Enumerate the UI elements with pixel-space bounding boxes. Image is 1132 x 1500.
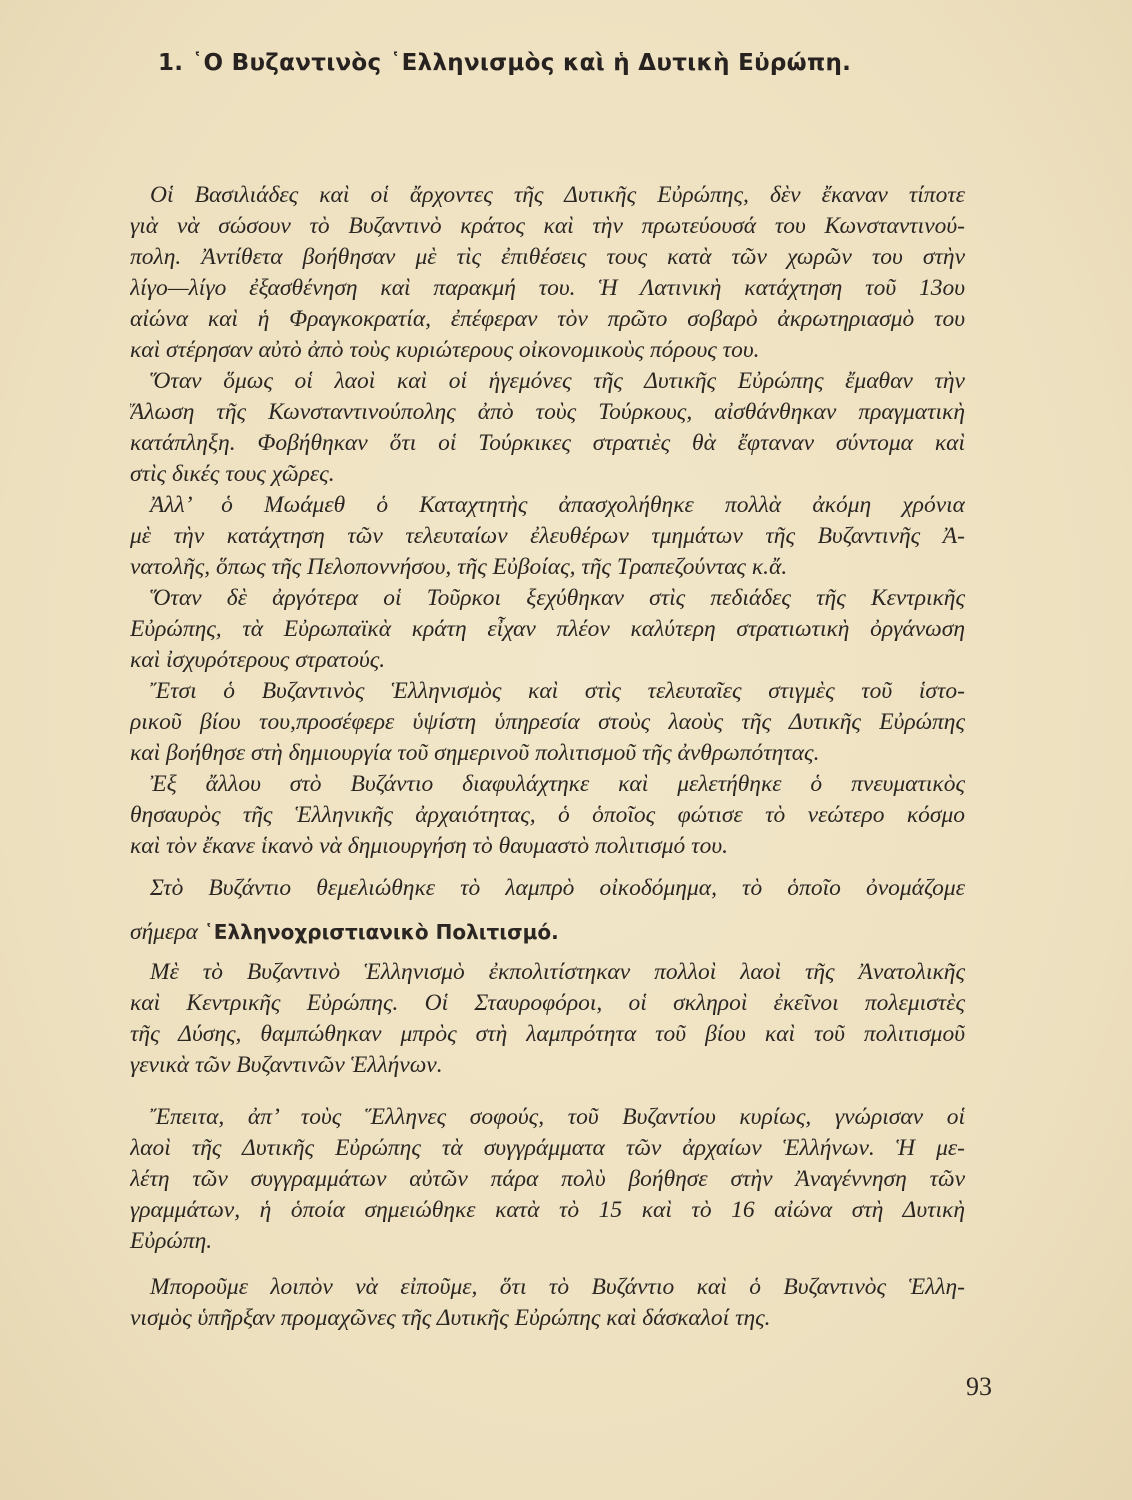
- line-text: Ἐξ ἄλλου στὸ Βυζάντιο διαφυλάχτηκε καὶ μελετήθηκε ὁ πνευματικὸς: [150, 771, 965, 797]
- paragraph: [130, 676, 965, 769]
- line-text: καὶ τὸν ἔκανε ἱκανὸ νὰ δημιουργήση τὸ θαυμαστὸ πολιτισμό του.: [130, 833, 728, 859]
- line-text: στὶς δικές τους χῶρες.: [130, 461, 335, 487]
- line-text: Ἅλωση τῆς Κωνσταντινούπολης ἀπὸ τοὺς Τούρκους, αἰσθάνθηκαν πραγματικὴ: [130, 399, 965, 425]
- text-line: [130, 769, 965, 800]
- text-line: [130, 1050, 965, 1081]
- line-text: καὶ στέρησαν αὐτὸ ἀπὸ τοὺς κυριώτερους οἰκονομικοὺς πόρους του.: [130, 337, 760, 363]
- text-line: [130, 614, 965, 645]
- paragraph: [130, 583, 965, 676]
- text-line: [130, 583, 965, 614]
- text-line: [130, 1195, 965, 1226]
- line-text: Μποροῦμε λοιπὸν νὰ εἰποῦμε, ὅτι τὸ Βυζάντιο καὶ ὁ Βυζαντινὸς Ἑλλη-: [150, 1274, 965, 1300]
- line-text: καὶ ἰσχυρότερους στρατούς.: [130, 647, 386, 673]
- text-line: [130, 1226, 965, 1257]
- text-line: [130, 180, 965, 211]
- text-line: [130, 1102, 965, 1133]
- text-line: [130, 1164, 965, 1195]
- paragraph: [130, 490, 965, 583]
- text-line: [130, 676, 965, 707]
- text-line: [130, 1133, 965, 1164]
- text-line: [130, 459, 965, 490]
- paragraph: [130, 1102, 965, 1257]
- line-text: θησαυρὸς τῆς Ἑλληνικῆς ἀρχαιότητας, ὁ ὁποῖος φώτισε τὸ νεώτερο κόσμο: [130, 802, 965, 828]
- text-line: [130, 335, 965, 366]
- line-text: λαοὶ τῆς Δυτικῆς Εὐρώπης τὰ συγγράμματα τῶν ἀρχαίων Ἑλλήνων. Ἡ με-: [130, 1135, 965, 1161]
- text-line: [130, 1019, 965, 1050]
- line-text: αἰώνα καὶ ἡ Φραγκοκρατία, ἐπέφεραν τὸν πρῶτο σοβαρὸ ἀκρωτηριασμὸ του: [130, 306, 965, 332]
- line-text: πολη. Ἀντίθετα βοήθησαν μὲ τὶς ἐπιθέσεις τους κατὰ τῶν χωρῶν του στὴν: [130, 244, 965, 270]
- line-text: Ὅταν ὅμως οἱ λαοὶ καὶ οἱ ἡγεμόνες τῆς Δυτικῆς Εὐρώπης ἔμαθαν τὴν: [150, 368, 965, 394]
- line-text: Στὸ Βυζάντιο θεμελιώθηκε τὸ λαμπρὸ οἰκοδόμημα, τὸ ὁποῖο ὀνομάζομε: [150, 875, 965, 901]
- text-line: [130, 873, 965, 904]
- line-text: μὲ τὴν κατάχτηση τῶν τελευταίων ἐλευθέρων τμημάτων τῆς Βυζαντινῆς Ἀ-: [130, 523, 965, 549]
- text-line: [130, 800, 965, 831]
- line-text: Οἱ Βασιλιάδες καὶ οἱ ἄρχοντες τῆς Δυτικῆς Εὐρώπης, δὲν ἔκαναν τίποτε: [150, 182, 965, 208]
- text-line: [130, 428, 965, 459]
- line-text: Ἀλλ’ ὁ Μωάμεθ ὁ Καταχτητὴς ἀπασχολήθηκε πολλὰ ἀκόμη χρόνια: [150, 492, 965, 518]
- line-text: γραμμάτων, ἡ ὁποία σημειώθηκε κατὰ τὸ 15 καὶ τὸ 16 αἰώνα στὴ Δυτικὴ: [130, 1197, 965, 1223]
- line-text: καὶ Κεντρικῆς Εὐρώπης. Οἱ Σταυροφόροι, οἱ σκληροὶ ἐκεῖνοι πολεμιστὲς: [130, 990, 965, 1016]
- text-line: [130, 738, 965, 769]
- text-line: [130, 366, 965, 397]
- paragraph: [130, 957, 965, 1081]
- text-line: [130, 645, 965, 676]
- section-title: 1. ῾Ο Βυζαντινὸς ῾Ελληνισμὸς καὶ ἡ Δυτικὴ Εὐρώπη.: [158, 50, 852, 76]
- line-text: Μὲ τὸ Βυζαντινὸ Ἑλληνισμὸ ἐκπολιτίστηκαν πολλοὶ λαοὶ τῆς Ἀνατολικῆς: [150, 959, 965, 985]
- line-text: Ὅταν δὲ ἀργότερα οἱ Τοῦρκοι ξεχύθηκαν στὶς πεδιάδες τῆς Κεντρικῆς: [150, 585, 965, 611]
- line-text: Εὐρώπη.: [130, 1228, 213, 1254]
- text-line: [130, 831, 965, 862]
- text-line: [130, 957, 965, 988]
- text-line: [130, 1272, 965, 1303]
- text-line: [130, 912, 965, 952]
- text-line: [130, 552, 965, 583]
- line-text: Ἔπειτα, ἀπ’ τοὺς Ἕλληνες σοφούς, τοῦ Βυζαντίου κυρίως, γνώρισαν οἱ: [150, 1104, 965, 1130]
- text-line: [130, 211, 965, 242]
- text-line: [130, 988, 965, 1019]
- text-line: [130, 490, 965, 521]
- line-text: κατάπληξη. Φοβήθηκαν ὅτι οἱ Τούρκικες στρατιὲς θὰ ἔφταναν σύντομα καὶ: [130, 430, 965, 456]
- line-text: λίγο—λίγο ἐξασθένηση καὶ παρακμή του. Ἡ Λατινικὴ κατάχτηση τοῦ 13ου: [130, 275, 965, 301]
- paragraph: [130, 180, 965, 366]
- text-line: [130, 521, 965, 552]
- bold-term: ῾Ελληνοχριστιανικὸ Πολιτισμό.: [203, 920, 559, 944]
- text-line: [130, 397, 965, 428]
- line-text: σήμερα: [130, 919, 198, 945]
- line-text: ρικοῦ βίου του,προσέφερε ὑψίστη ὑπηρεσία στοὺς λαοὺς τῆς Δυτικῆς Εὐρώπης: [130, 709, 965, 735]
- line-text: λέτη τῶν συγγραμμάτων αὐτῶν πάρα πολὺ βοήθησε στὴν Ἀναγέννηση τῶν: [130, 1166, 965, 1192]
- paragraph: [130, 1272, 965, 1334]
- paragraph: [130, 769, 965, 862]
- line-text: καὶ βοήθησε στὴ δημιουργία τοῦ σημερινοῦ πολιτισμοῦ τῆς ἀνθρωπότητας.: [130, 740, 820, 766]
- paragraph: [130, 366, 965, 490]
- line-text: νισμὸς ὑπῆρξαν προμαχῶνες τῆς Δυτικῆς Εὐρώπης καὶ δάσκαλοί της.: [130, 1305, 771, 1331]
- line-text: γενικὰ τῶν Βυζαντινῶν Ἑλλήνων.: [130, 1052, 443, 1078]
- line-text: νατολῆς, ὅπως τῆς Πελοποννήσου, τῆς Εὐβοίας, τῆς Τραπεζούντας κ.ἄ.: [130, 554, 788, 580]
- line-text: Ἔτσι ὁ Βυζαντινὸς Ἑλληνισμὸς καὶ στὶς τελευταῖες στιγμὲς τοῦ ἱστο-: [150, 678, 965, 704]
- text-line: [130, 304, 965, 335]
- text-line: [130, 707, 965, 738]
- line-text: γιὰ νὰ σώσουν τὸ Βυζαντινὸ κράτος καὶ τὴν πρωτεύουσά του Κωνσταντινού-: [130, 213, 965, 239]
- page-number: 93: [966, 1372, 992, 1401]
- line-text: Εὐρώπης, τὰ Εὐρωπαϊκὰ κράτη εἶχαν πλέον καλύτερη στρατιωτικὴ ὀργάνωση: [130, 616, 965, 642]
- paragraph: [130, 873, 965, 952]
- text-line: [130, 273, 965, 304]
- text-line: [130, 242, 965, 273]
- line-text: τῆς Δύσης, θαμπώθηκαν μπρὸς στὴ λαμπρότητα τοῦ βίου καὶ τοῦ πολιτισμοῦ: [130, 1021, 965, 1047]
- text-line: [130, 1303, 965, 1334]
